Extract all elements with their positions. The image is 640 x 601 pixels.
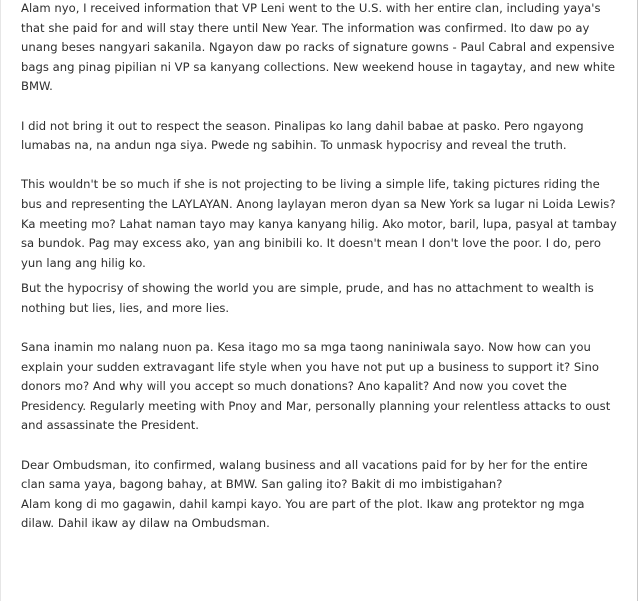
paragraph-hypocrisy <box>21 279 629 318</box>
text-line: I did not bring it out to respect the season. Pinalipas ko lang dahil babae at pasko. Pero ngayong <box>21 118 584 133</box>
paragraph-ombudsman <box>21 456 629 495</box>
text-line: Presidency. Regularly meeting with Pnoy and Mar, personally planning your relentless attacks to oust <box>21 398 611 413</box>
paragraph-season <box>21 117 629 156</box>
text-line: Ka meeting mo? Lahat naman tayo may kanya kanyang hilig. Ako motor, baril, lupa, pasyal at tambay <box>21 216 617 231</box>
text-line: bus and representing the LAYLAYAN. Anong laylayan meron dyan sa New York sa lugar ni Loida Lewis? <box>21 196 616 211</box>
text-line: explain your sudden extravagant life style when you have not put up a business to support it? Sino <box>21 359 600 374</box>
text-line: unang beses nangyari sakanila. Ngayon daw po racks of signature gowns - Paul Cabral and expensive <box>21 40 615 55</box>
text-line: Alam nyo, I received information that VP Leni went to the U.S. with her entire clan, including yaya's <box>21 1 601 15</box>
text-line: Alam kong di mo gagawin, dahil kampi kayo. You are part of the plot. Ikaw ang protektor ng mga <box>21 496 585 511</box>
text-line: Dear Ombudsman, ito confirmed, walang business and all vacations paid for by her for the entire <box>21 457 588 472</box>
paragraph-kampi <box>21 495 629 534</box>
text-line: Sana inamin mo nalang nuon pa. Kesa itago mo sa mga taong naniniwala sayo. Now how can you <box>21 340 591 355</box>
text-line: nothing but lies, lies, and more lies. <box>21 300 230 315</box>
text-line: bags ang pinag pipilian ni VP sa kanyang collections. New weekend house in tagaytay, and new white <box>21 59 616 74</box>
text-line: dilaw. Dahil ikaw ay dilaw na Ombudsman. <box>21 516 270 531</box>
post-body <box>21 0 629 534</box>
paragraph-sana-inamin <box>21 338 629 436</box>
paragraph-simple-life <box>21 175 629 273</box>
text-line: that she paid for and will stay there until New Year. The information was confirmed. Ito daw po ay <box>21 20 590 35</box>
text-line: lumabas na, na andun nga siya. Pwede ng sabihin. To unmask hypocrisy and reveal the truth. <box>21 138 567 153</box>
text-line: sa bundok. Pag may excess ako, yan ang binibili ko. It doesn't mean I don't love the poor. I do, pero <box>21 236 601 251</box>
text-line: and assassinate the President. <box>21 418 199 433</box>
text-line: BMW. <box>21 79 53 94</box>
text-line: donors mo? And why will you accept so much donations? Ano kapalit? And now you covet the <box>21 379 567 394</box>
paragraph-us-trip <box>21 0 629 97</box>
text-line: But the hypocrisy of showing the world you are simple, prude, and has no attachment to wealth is <box>21 281 594 296</box>
text-line: yun lang ang hilig ko. <box>21 255 146 270</box>
text-line: clan sama yaya, bagong bahay, at BMW. San galing ito? Bakit di mo imbistigahan? <box>21 477 503 492</box>
text-line: This wouldn't be so much if she is not projecting to be living a simple life, taking pictures riding the <box>21 177 600 192</box>
